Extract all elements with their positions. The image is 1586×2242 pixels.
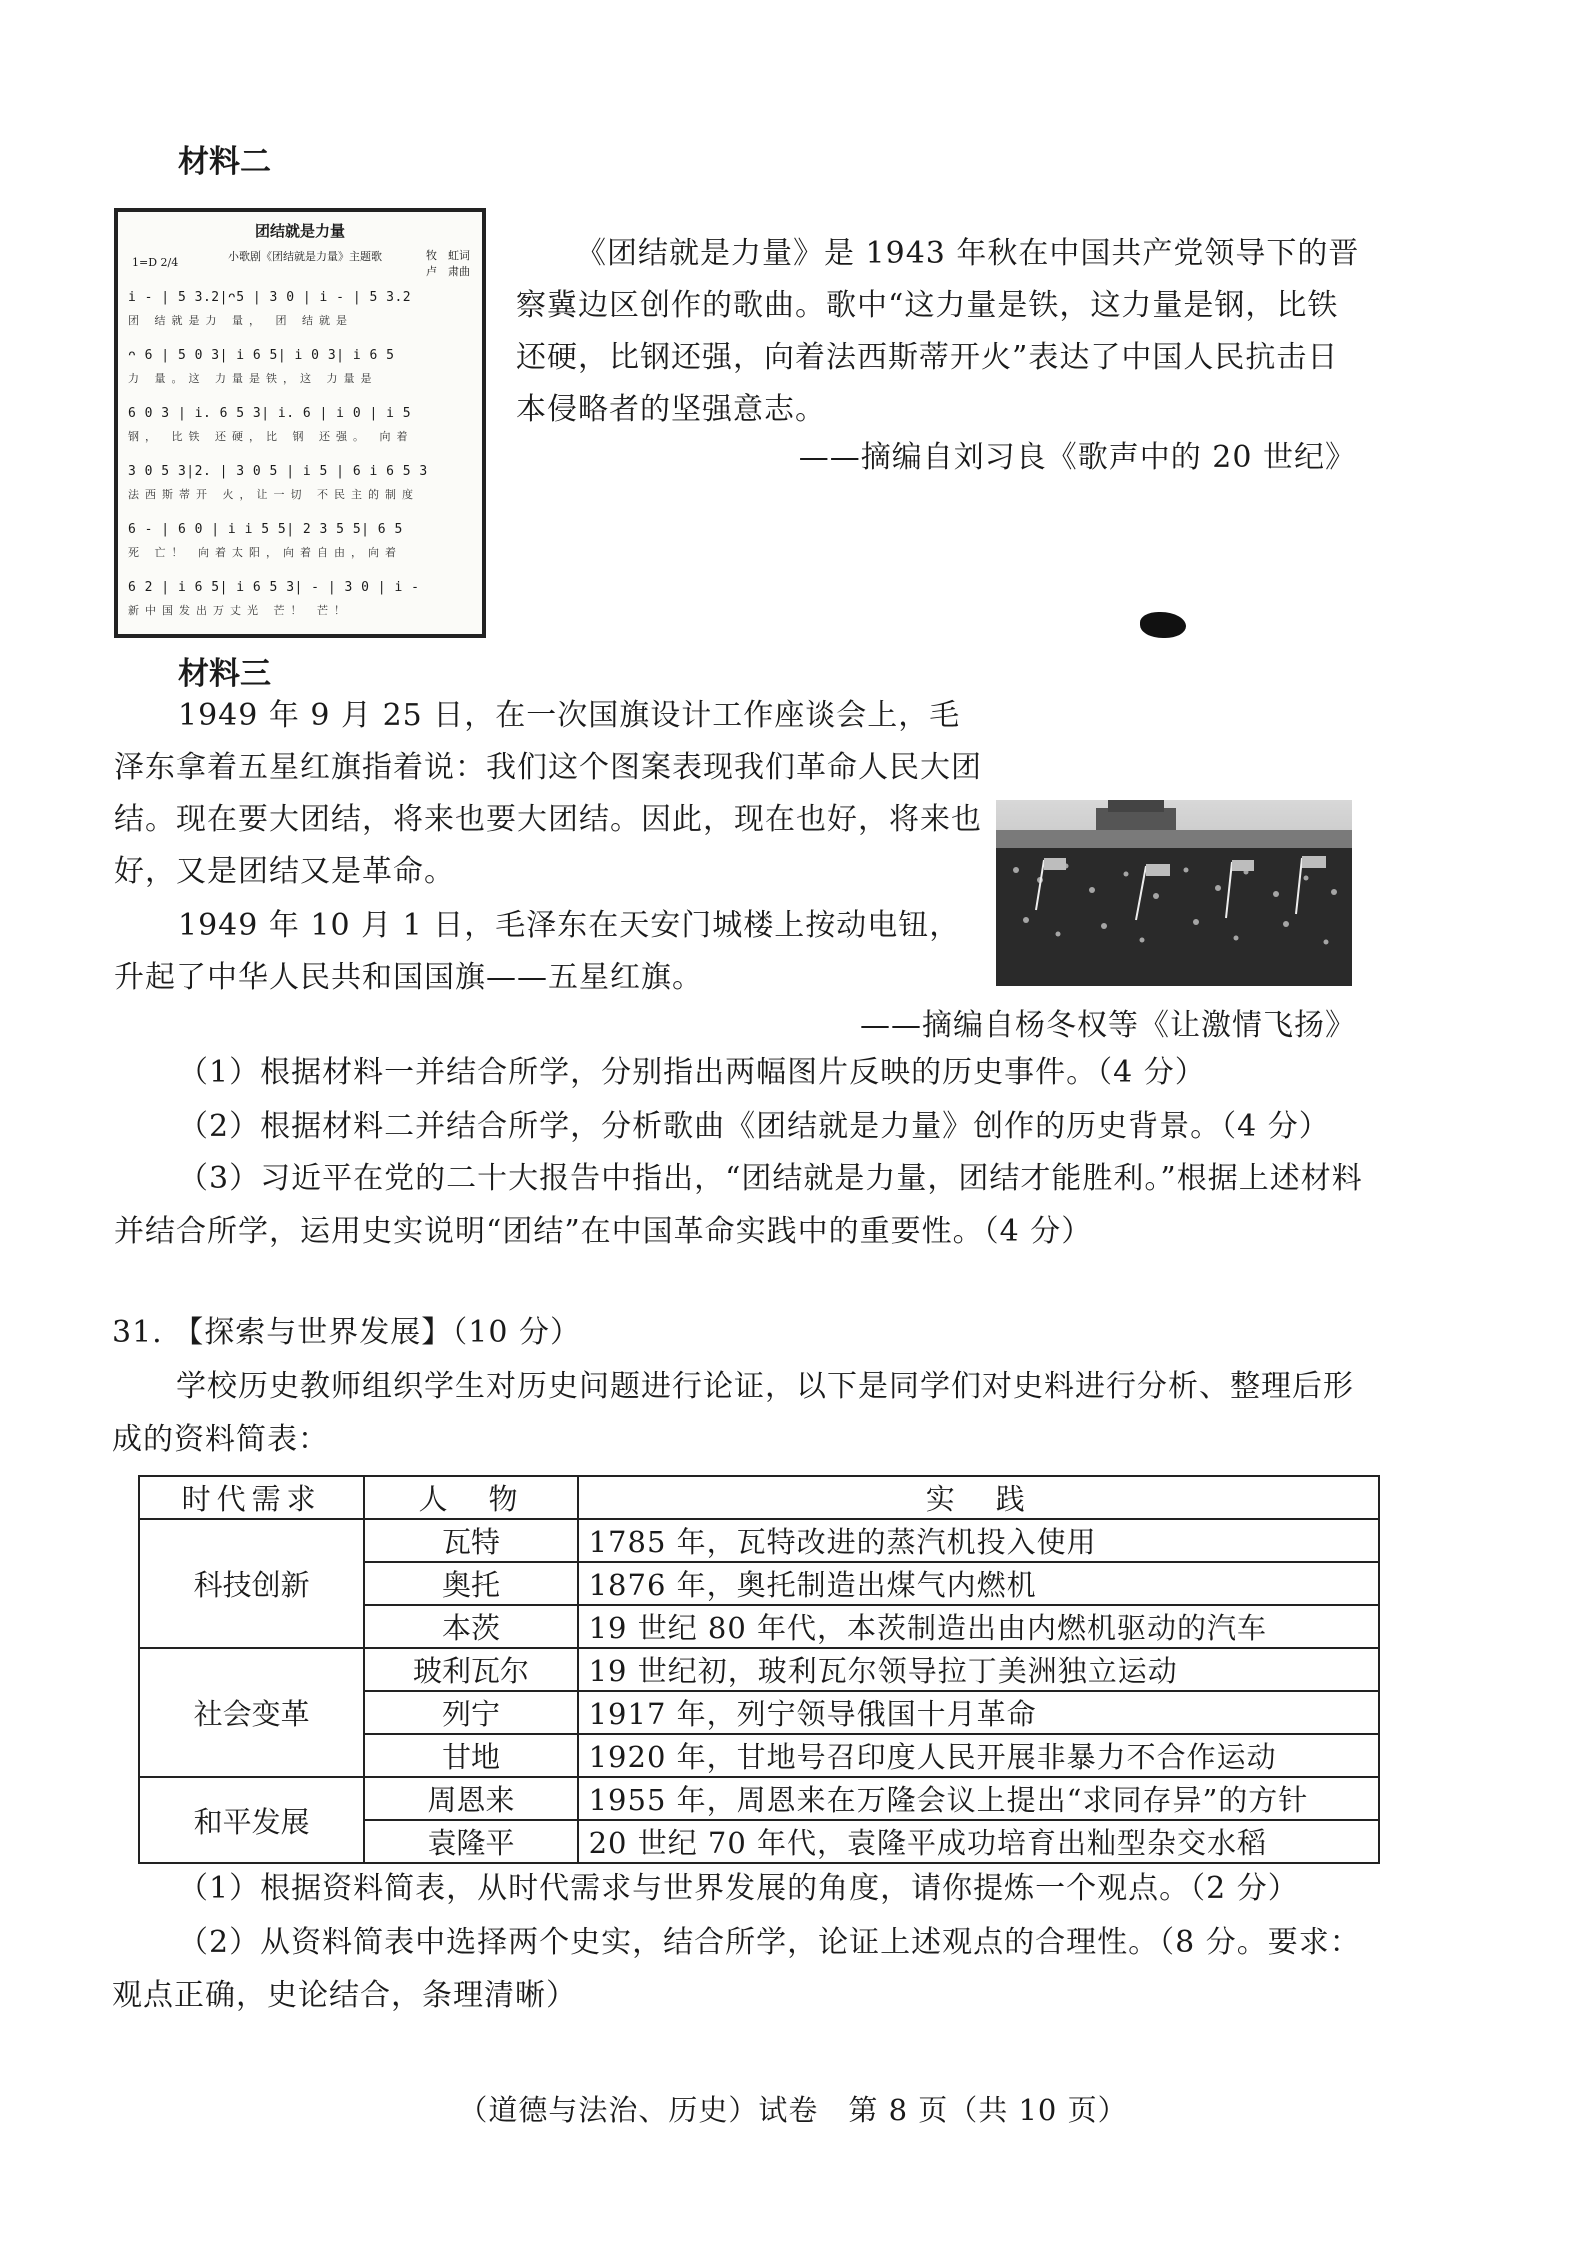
score-authors (426, 248, 470, 280)
table-row (139, 1519, 1379, 1562)
practice-cell: 1920 年，甘地号召印度人民开展非暴力不合作运动 (578, 1734, 1379, 1777)
material3-paragraph-1: 1949 年 9 月 25 日，在一次国旗设计工作座谈会上，毛泽东拿着五星红旗指着说：我们这个图案表现我们革命人民大团结。现在要大团结，将来也要大团结。因此，现在也好，将来也好，又是团结又是革命。 (114, 698, 982, 889)
material2-paragraph: 《团结就是力量》是 1943 年秋在中国共产党领导下的晋察冀边区创作的歌曲。歌中“这力量是铁，这力量是钢，比铁还硬，比钢还强，向着法西斯蒂开火”表达了中国人民抗击日本侵略者的坚强意志。 (516, 236, 1360, 427)
q31-item-1: （1）根据资料简表，从时代需求与世界发展的角度，请你提炼一个观点。（2 分） (178, 1871, 1299, 1906)
table-header: 时代需求 (139, 1476, 364, 1519)
q30-item-2: （2）根据材料二并结合所学，分析歌曲《团结就是力量》创作的历史背景。（4 分） (178, 1109, 1330, 1144)
material2-heading: 材料二 (178, 144, 271, 180)
need-cell: 科技创新 (139, 1519, 364, 1648)
song-score-image (114, 208, 486, 638)
score-key: 1=D 2/4 (132, 256, 179, 269)
q31-intro: 学校历史教师组织学生对历史问题进行论证，以下是同学们对史料进行分析、整理后形成的资料简表： (112, 1369, 1354, 1457)
person-cell: 甘地 (364, 1734, 577, 1777)
material3-source: ——摘编自杨冬权等《让激情飞扬》 (860, 1008, 1356, 1043)
tiananmen-ceremony-photo (996, 800, 1352, 986)
person-cell: 列宁 (364, 1691, 577, 1734)
table-header: 实 践 (578, 1476, 1379, 1519)
score-row (128, 406, 472, 460)
score-lyrics: 钢， 比铁 还硬，比 钢 还强。 向着 (128, 430, 414, 443)
ink-blot (1140, 612, 1186, 638)
person-cell: 周恩来 (364, 1777, 577, 1820)
score-notes: i - | 5 3.2|ᴖ5 | 3 0 | i - | 5 3.2 (128, 290, 412, 305)
person-cell: 袁隆平 (364, 1820, 577, 1863)
score-notes: 3 0 5 3|2. | 3 0 5 | i 5 | 6 i 6 5 3 (128, 464, 428, 479)
score-lyrics: 法西斯蒂开 火，让一切 不民主的制度 (128, 488, 419, 501)
score-row (128, 348, 472, 402)
score-lyrics: 力 量。这 力量是铁，这 力量是 (128, 372, 378, 385)
q30-item-1: （1）根据材料一并结合所学，分别指出两幅图片反映的历史事件。（4 分） (178, 1055, 1206, 1090)
practice-cell: 1955 年，周恩来在万隆会议上提出“求同存异”的方针 (578, 1777, 1379, 1820)
score-lyricist: 牧 虹词 (426, 249, 470, 262)
page-footer: （道德与法治、历史）试卷 第 8 页（共 10 页） (458, 2093, 1128, 2127)
table-row (139, 1777, 1379, 1820)
practice-cell: 19 世纪初，玻利瓦尔领导拉丁美洲独立运动 (578, 1648, 1379, 1691)
person-cell: 本茨 (364, 1605, 577, 1648)
q31-item-2: （2）从资料简表中选择两个史实，结合所学，论证上述观点的合理性。（8 分。要求：观点正确，史论结合，条理清晰） (112, 1925, 1361, 2013)
q30-item-3: （3）习近平在党的二十大报告中指出，“团结就是力量，团结才能胜利。”根据上述材料并结合所学，运用史实说明“团结”在中国革命实践中的重要性。（4 分） (114, 1161, 1363, 1249)
score-notes: 6 - | 6 0 | i i 5 5| 2 3 5 5| 6 5 (128, 522, 403, 537)
data-brief-table (138, 1475, 1380, 1864)
practice-cell: 19 世纪 80 年代，本茨制造出由内燃机驱动的汽车 (578, 1605, 1379, 1648)
practice-cell: 1876 年，奥托制造出煤气内燃机 (578, 1562, 1379, 1605)
score-lyrics: 新中国发出万丈光 芒！ 芒！ (128, 604, 351, 617)
person-cell: 奥托 (364, 1562, 577, 1605)
score-row (128, 290, 472, 344)
practice-cell: 1785 年，瓦特改进的蒸汽机投入使用 (578, 1519, 1379, 1562)
score-subtitle: 小歌剧《团结就是力量》主题歌 (228, 250, 382, 263)
material3-heading: 材料三 (178, 656, 271, 692)
score-lyrics: 团 结就是力 量， 团 结就是 (128, 314, 353, 327)
practice-cell: 1917 年，列宁领导俄国十月革命 (578, 1691, 1379, 1734)
person-cell: 瓦特 (364, 1519, 577, 1562)
need-cell: 和平发展 (139, 1777, 364, 1863)
score-lyrics: 死 亡！ 向着太阳，向着自由，向着 (128, 546, 402, 559)
need-cell: 社会变革 (139, 1648, 364, 1777)
score-notes: 6 2 | i 6 5| i 6 5 3| - | 3 0 | i - (128, 580, 420, 595)
table-row (139, 1648, 1379, 1691)
score-notes: ᴖ 6 | 5 0 3| i 6 5| i 0 3| i 6 5 (128, 348, 395, 363)
table-header-row (139, 1476, 1379, 1519)
material2-source: ——摘编自刘习良《歌声中的 20 世纪》 (798, 440, 1356, 475)
person-cell: 玻利瓦尔 (364, 1648, 577, 1691)
table-header: 人 物 (364, 1476, 577, 1519)
score-title: 团结就是力量 (254, 222, 345, 240)
score-row (128, 580, 472, 634)
score-row (128, 464, 472, 518)
score-composer: 卢 肃曲 (426, 265, 470, 278)
q31-title: 31. 【探索与世界发展】（10 分） (112, 1315, 581, 1350)
practice-cell: 20 世纪 70 年代，袁隆平成功培育出籼型杂交水稻 (578, 1820, 1379, 1863)
score-notes: 6 0 3 | i. 6 5 3| i. 6 | i 0 | i 5 (128, 406, 412, 421)
material3-paragraph-2: 1949 年 10 月 1 日，毛泽东在天安门城楼上按动电钮，升起了中华人民共和国国旗——五星红旗。 (114, 908, 961, 995)
score-row (128, 522, 472, 576)
